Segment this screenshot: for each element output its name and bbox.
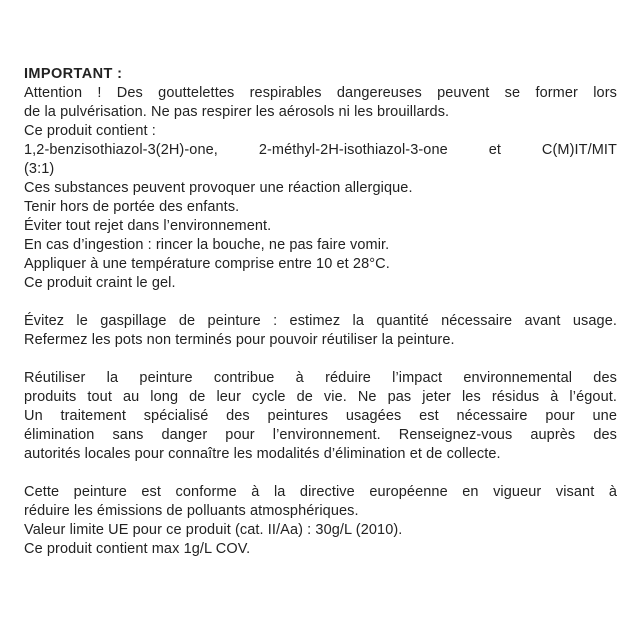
text-line: (3:1): [24, 161, 55, 177]
text-line: 1,2-benzisothiazol-3(2H)-one, 2-méthyl-2H-isothiazol-3-one et C(M)IT/MIT: [24, 142, 617, 158]
text-line: Ce produit contient max 1g/L COV.: [24, 541, 251, 557]
text-line: de la pulvérisation. Ne pas respirer les aérosols ni les brouillards.: [24, 104, 450, 120]
text-line: Ce produit craint le gel.: [24, 275, 176, 291]
text-line: Ces substances peuvent provoquer une réaction allergique.: [24, 180, 413, 196]
text-line: Refermez les pots non terminés pour pouvoir réutiliser la peinture.: [24, 332, 455, 348]
text-line: En cas d’ingestion : rincer la bouche, ne pas faire vomir.: [24, 237, 390, 253]
text-line: Réutiliser la peinture contribue à réduire l’impact environnemental des: [24, 370, 617, 386]
text-line: élimination sans danger pour l’environnement. Renseignez-vous auprès des: [24, 427, 617, 443]
text-line: Appliquer à une température comprise entre 10 et 28°C.: [24, 256, 390, 272]
text-line: réduire les émissions de polluants atmosphériques.: [24, 503, 359, 519]
text-line: Ce produit contient :: [24, 123, 156, 139]
label-text-block: [24, 65, 617, 559]
text-line: Éviter tout rejet dans l’environnement.: [24, 218, 272, 234]
text-line: produits tout au long de leur cycle de vie. Ne pas jeter les résidus à l’égout.: [24, 389, 617, 405]
text-line: Tenir hors de portée des enfants.: [24, 199, 240, 215]
text-line: Attention ! Des gouttelettes respirables dangereuses peuvent se former lors: [24, 85, 617, 101]
text-line: Un traitement spécialisé des peintures usagées est nécessaire pour une: [24, 408, 617, 424]
text-line: Évitez le gaspillage de peinture : estimez la quantité nécessaire avant usage.: [24, 313, 617, 329]
text-line: Valeur limite UE pour ce produit (cat. II/Aa) : 30g/L (2010).: [24, 522, 403, 538]
document-heading: IMPORTANT :: [24, 66, 123, 82]
text-line: autorités locales pour connaître les modalités d’élimination et de collecte.: [24, 446, 501, 462]
text-line: Cette peinture est conforme à la directive européenne en vigueur visant à: [24, 484, 617, 500]
